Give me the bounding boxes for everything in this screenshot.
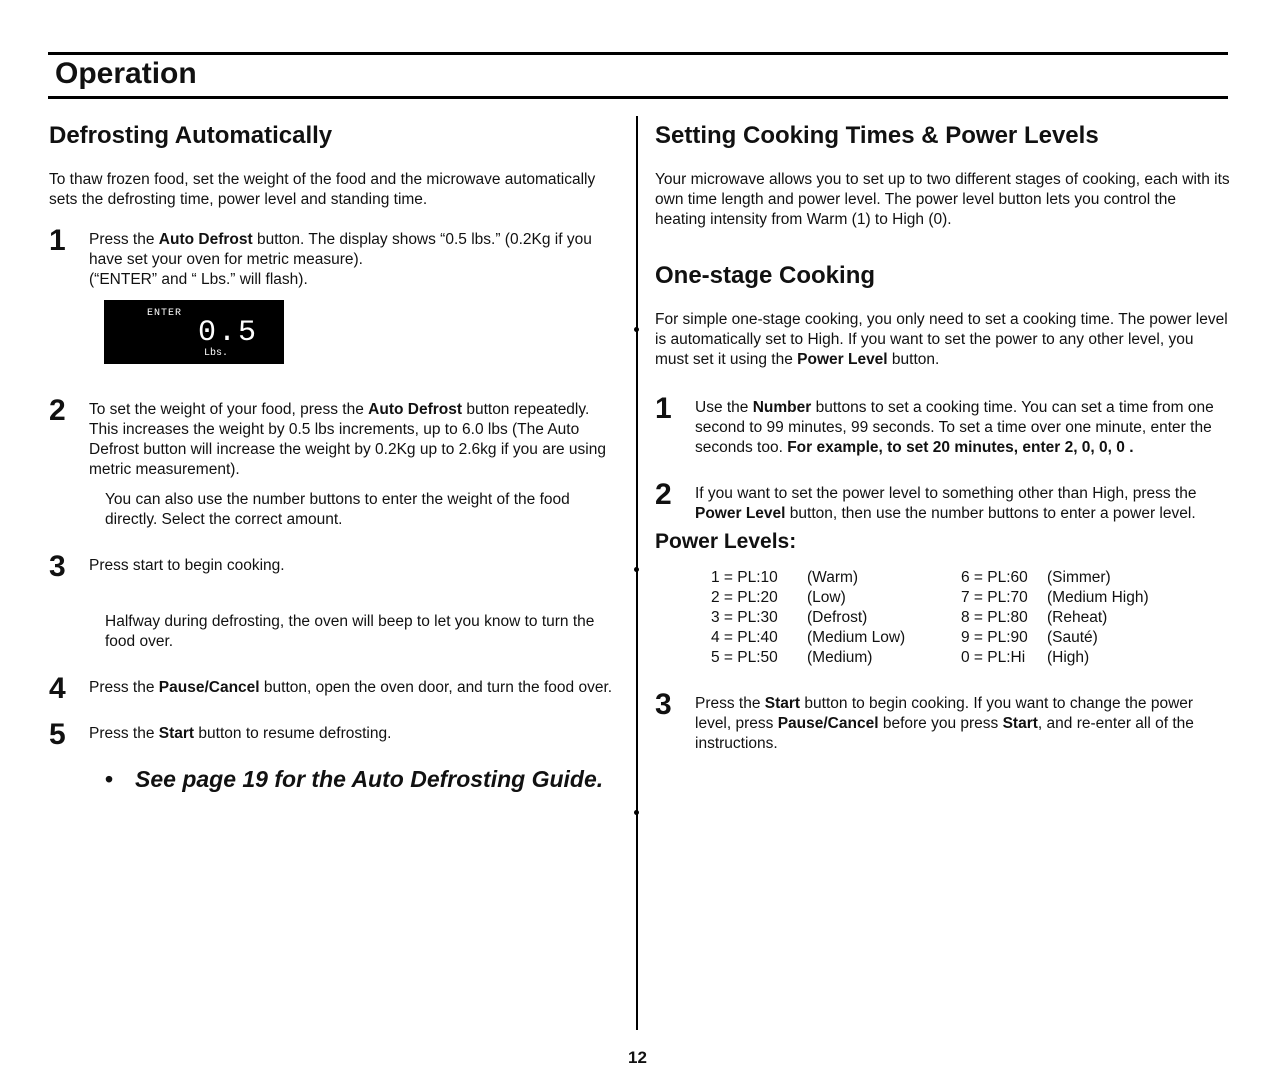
guide-text: See page 19 for the Auto Defrosting Guide. [135, 766, 604, 792]
step-number: 1 [49, 224, 66, 257]
header-rule [48, 96, 1228, 99]
step-text: If you want to set the power level to something other than High, press the Power Level button, then use the number buttons to enter a power level. [695, 485, 1197, 522]
page-number: 12 [628, 1048, 647, 1067]
power-level-row: 3 = PL:30 (Defrost) [711, 609, 868, 626]
display-enter-label: ENTER [147, 308, 183, 319]
step-number: 1 [655, 392, 672, 425]
power-level-row: 9 = PL:90 (Sauté) [961, 629, 1098, 646]
power-levels-left-column [711, 568, 961, 668]
step-number: 3 [655, 688, 672, 721]
display-unit: Lbs. [204, 348, 229, 359]
cooking-step-1 [655, 392, 1230, 458]
oven-display-image [104, 300, 284, 364]
cooking-step-2 [655, 478, 1230, 524]
power-level-row: 5 = PL:50 (Medium) [711, 649, 873, 666]
defrost-note-halfway: Halfway during defrosting, the oven will beep to let you know to turn the food over. [105, 613, 595, 650]
defrost-step-3 [49, 550, 619, 583]
power-level-row: 0 = PL:Hi (High) [961, 649, 1090, 666]
step-number: 3 [49, 550, 66, 583]
top-rule [48, 52, 1228, 55]
step-number: 4 [49, 672, 66, 705]
step-text-flash: (“ENTER” and “ Lbs.” will flash). [89, 271, 308, 288]
power-levels-right-column [961, 568, 1211, 668]
power-level-row: 4 = PL:40 (Medium Low) [711, 629, 906, 646]
cooking-intro: Your microwave allows you to set up to two different stages of cooking, each with its own time length and power level. The power level button lets you control the heating intensity from Warm (1) to High (0). [655, 171, 1230, 228]
page-title: Operation [55, 57, 197, 90]
divider-dot [634, 327, 639, 332]
power-levels-title: Power Levels: [655, 530, 797, 553]
section-title-one-stage: One-stage Cooking [655, 262, 876, 289]
section-title-cooking-times: Setting Cooking Times & Power Levels [655, 122, 1099, 149]
step-text: Press the Pause/Cancel button, open the oven door, and turn the food over. [89, 679, 613, 696]
power-level-row: 1 = PL:10 (Warm) [711, 569, 859, 586]
defrost-note-number-buttons: You can also use the number buttons to enter the weight of the food directly. Select the correct amount. [105, 491, 570, 528]
defrost-intro: To thaw frozen food, set the weight of the food and the microwave automatically sets the defrosting time, power level and standing time. [49, 171, 596, 208]
step-text: Use the Number buttons to set a cooking time. You can set a time from one second to 99 minutes, 99 seconds. To set a time over one minute, enter the seconds too. For example, to set 20 minutes, enter 2, 0, 0, 0 . [695, 399, 1214, 456]
divider-dot [634, 567, 639, 572]
power-level-row: 6 = PL:60 (Simmer) [961, 569, 1111, 586]
section-title-defrosting: Defrosting Automatically [49, 122, 333, 149]
step-number: 5 [49, 718, 66, 751]
power-level-row: 7 = PL:70 (Medium High) [961, 589, 1149, 606]
one-stage-text: For simple one-stage cooking, you only need to set a cooking time. The power level is automatically set to High. If you want to set the power to any other level, you must set it using the Power Level button. [655, 311, 1228, 368]
power-levels-table [711, 568, 1230, 668]
step-text: To set the weight of your food, press the Auto Defrost button repeatedly. This increases the weight by 0.5 lbs increments, up to 6.0 lbs (The Auto Defrost button will increase the weight by 0.2Kg up to 2.6kg if you are using metric measurement). [89, 401, 606, 478]
defrost-step-1 [49, 224, 619, 290]
defrost-step-2 [49, 394, 619, 480]
bullet-icon: • [105, 766, 114, 792]
defrost-step-5 [49, 718, 619, 751]
power-level-row: 8 = PL:80 (Reheat) [961, 609, 1108, 626]
right-column [655, 120, 1230, 754]
step-text: Press the Start button to resume defrosting. [89, 725, 392, 742]
step-text: Press start to begin cooking. [89, 557, 285, 574]
step-text: Press the Auto Defrost button. The display shows “0.5 lbs.” (0.2Kg if you have set your oven for metric measure). [89, 231, 592, 268]
step-number: 2 [655, 478, 672, 511]
left-column [49, 120, 619, 794]
power-level-row: 2 = PL:20 (Low) [711, 589, 846, 606]
step-text: Press the Start button to begin cooking. If you want to change the power level, press Pause/Cancel before you press Start, and re-enter all of the instructions. [695, 695, 1194, 752]
column-divider [636, 116, 638, 1030]
defrost-guide-note [105, 764, 619, 794]
defrost-step-4 [49, 672, 619, 705]
display-value: 0.5 [198, 316, 259, 350]
step-number: 2 [49, 394, 66, 427]
cooking-step-3 [655, 688, 1230, 754]
divider-dot [634, 810, 639, 815]
